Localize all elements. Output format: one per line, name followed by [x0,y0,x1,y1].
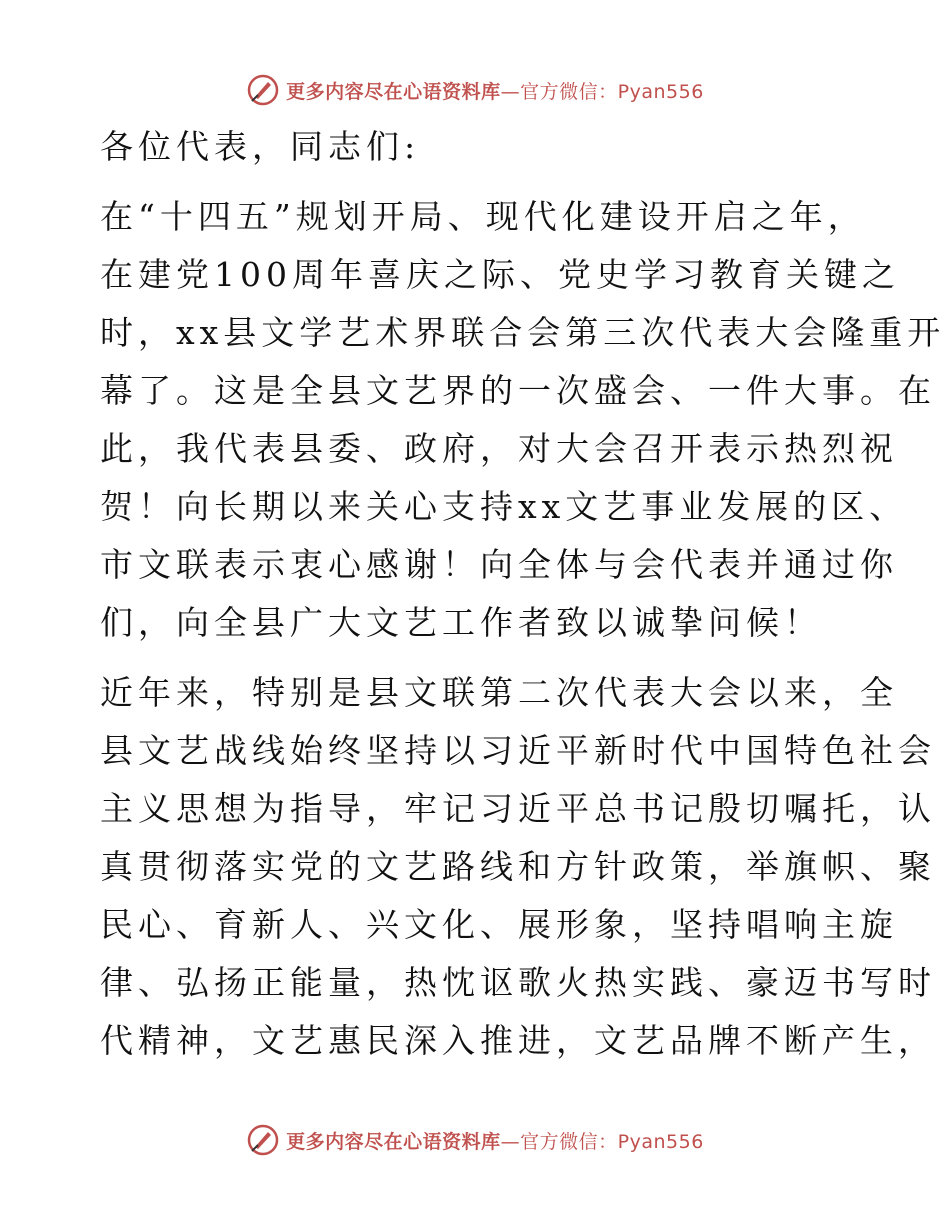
paragraph-1-line: 市文联表示衷心感谢！向全体与会代表并通过你 [100,545,898,584]
paragraph-2-line: 律、弘扬正能量，热忱讴歌火热实践、豪迈书写时 [100,963,936,1002]
paragraph-1-line: 此，我代表县委、政府，对大会召开表示热烈祝 [100,429,898,468]
watermark-wechat-text: —官方微信：Pyan556 [500,1130,704,1153]
quill-logo-icon [246,1123,280,1157]
paragraph-2-line: 主义思想为指导，牢记习近平总书记殷切嘱托，认 [100,789,936,828]
document-body [100,118,946,1082]
paragraph-2-line: 近年来，特别是县文联第二次代表大会以来，全 [100,673,898,712]
paragraph-2 [100,664,936,1070]
watermark-main-text: 更多内容尽在心语资料库 [286,1130,501,1153]
watermark-wechat-text: —官方微信：Pyan556 [500,80,704,103]
paragraph-1-line: 贺！向长期以来关心支持xx文艺事业发展的区、 [100,487,908,526]
paragraph-2-line: 县文艺战线始终坚持以习近平新时代中国特色社会 [100,731,936,770]
paragraph-2-line: 民心、育新人、兴文化、展形象，坚持唱响主旋 [100,905,898,944]
paragraph-1 [100,188,946,652]
paragraph-2-line: 代精神，文艺惠民深入推进，文艺品牌不断产生， [100,1021,936,1060]
watermark-main-text: 更多内容尽在心语资料库 [286,80,501,103]
footer-watermark [0,1120,950,1160]
quill-logo-icon [246,73,280,107]
paragraph-2-line: 真贯彻落实党的文艺路线和方针政策，举旗帜、聚 [100,847,936,886]
paragraph-1-line: 时，xx县文学艺术界联合会第三次代表大会隆重开 [100,313,946,352]
header-watermark [0,70,950,110]
paragraph-1-line: 在建党100周年喜庆之际、党史学习教育关键之 [100,255,900,294]
paragraph-1-line: 们，向全县广大文艺工作者致以诚挚问候！ [100,603,822,642]
paragraph-1-line: 幕了。这是全县文艺界的一次盛会、一件大事。在 [100,371,936,410]
paragraph-1-line: 在“十四五”规划开局、现代化建设开启之年， [100,197,866,236]
salutation: 各位代表，同志们: [100,127,421,166]
